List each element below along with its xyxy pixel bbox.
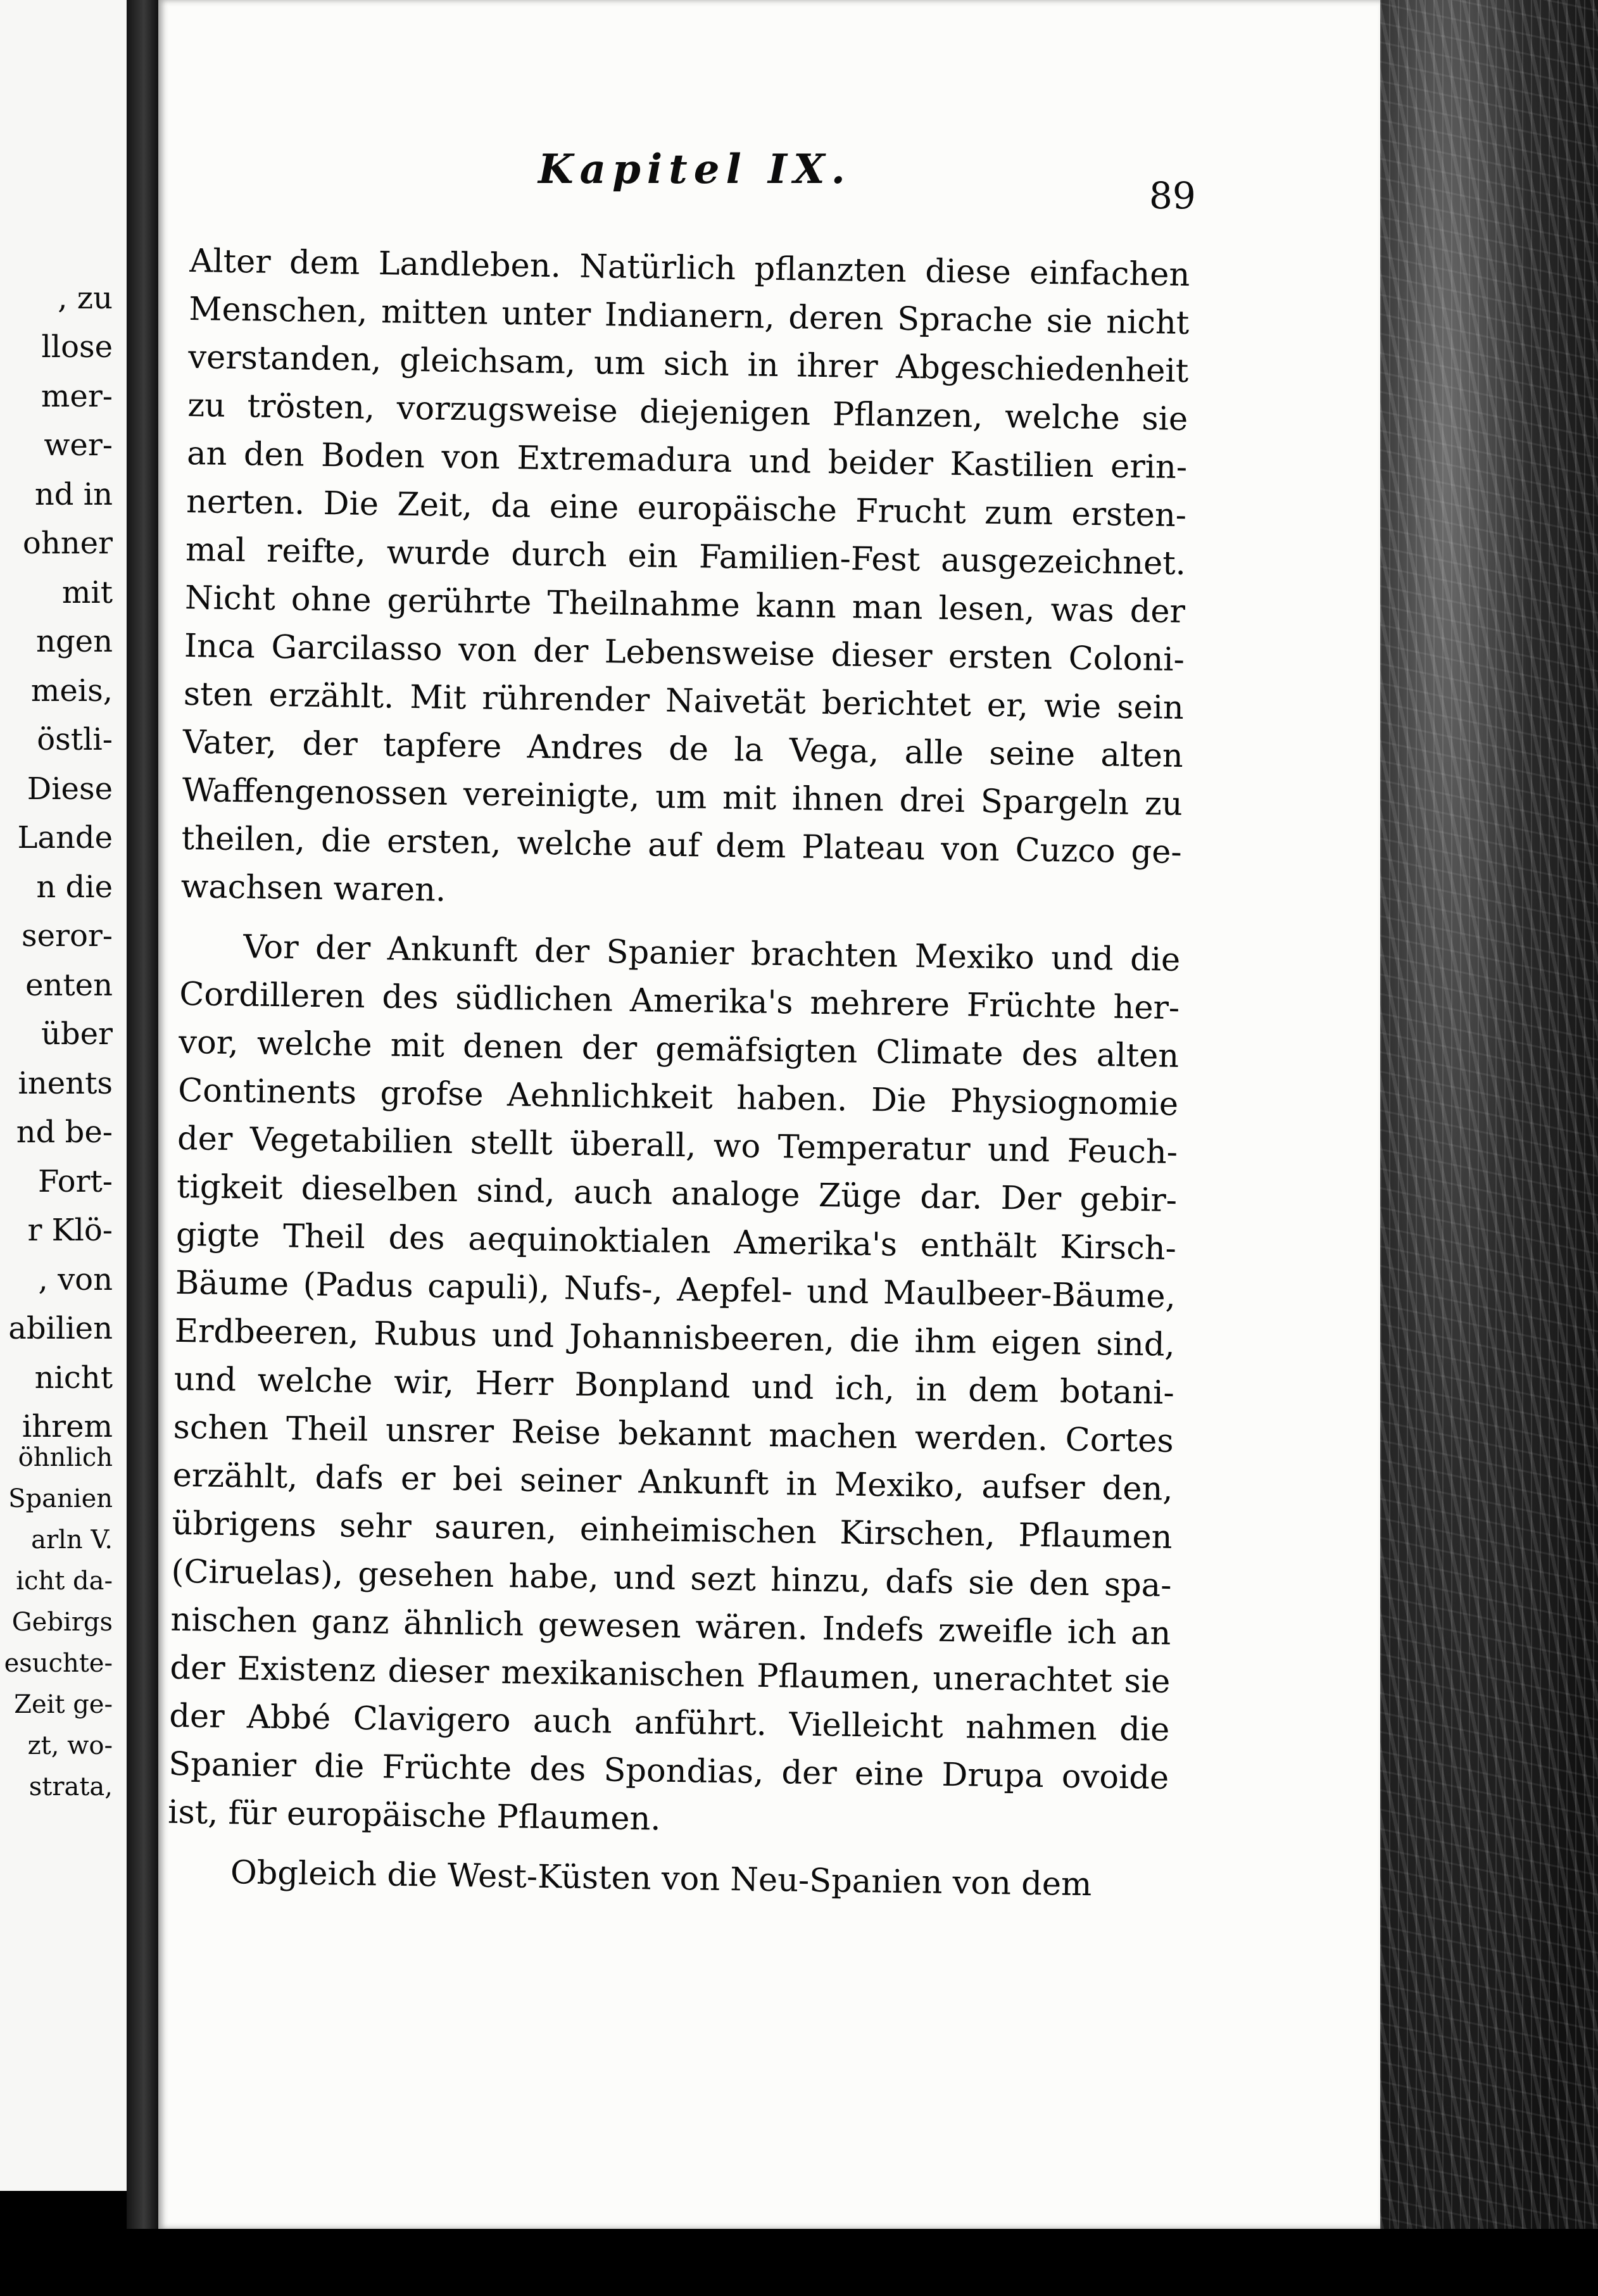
text-line: mal reifte, wurde durch ein Familien-Fest ausgezeichnet. <box>185 531 1186 583</box>
text-line: nischen ganz ähnlich gewesen wären. Indefs zweifle ich an <box>170 1601 1171 1653</box>
text-line: (Ciruelas), gesehen habe, und sezt hinzu, dafs sie den spa- <box>171 1553 1172 1605</box>
left-page-line: ohner <box>22 526 113 561</box>
text-line: übrigens sehr sauren, einheimischen Kirschen, Pflaumen <box>172 1504 1173 1556</box>
text-line: Bäume (Padus capuli), Nufs-, Aepfel- und Maulbeer-Bäume, <box>175 1264 1176 1316</box>
book-gutter <box>127 0 158 2296</box>
left-page-note-line: arln V. <box>31 1525 113 1555</box>
text-line: Spanier die Früchte des Spondias, der eine Drupa ovoide <box>168 1745 1169 1797</box>
text-line: Waffengenossen vereinigte, um mit ihnen drei Spargeln zu <box>182 771 1183 823</box>
left-page-line: wer- <box>44 427 113 463</box>
text-line: nerten. Die Zeit, da eine europäische Frucht zum ersten- <box>186 483 1187 535</box>
left-page-line: enten <box>25 967 113 1003</box>
left-page-line: inents <box>18 1065 113 1101</box>
text-line: Menschen, mitten unter Indianern, deren Sprache sie nicht <box>189 290 1190 343</box>
text-line: der Existenz dieser mexikanischen Pflaumen, unerachtet sie <box>170 1649 1171 1701</box>
left-page-line: Lande <box>17 820 113 855</box>
text-line: Continents grofse Aehnlichkeit haben. Die Physiognomie <box>177 1071 1179 1123</box>
text-line: gigte Theil des aequinoktialen Amerika's enthält Kirsch- <box>175 1216 1177 1268</box>
left-page-line: nicht <box>34 1359 113 1396</box>
text-line: Obgleich die West-Küsten von Neu-Spanien von dem <box>230 1854 1092 1904</box>
left-page-note-line: zt, wo- <box>27 1731 113 1760</box>
text-line: Vor der Ankunft der Spanier brachten Mexiko und die <box>242 928 1181 979</box>
text-line: Erdbeeren, Rubus und Johannisbeeren, die ihm eigen sind, <box>174 1312 1176 1364</box>
text-line: verstanden, gleichsam, um sich in ihrer Abgeschiedenheit <box>187 338 1189 391</box>
page-number: 89 <box>1149 174 1196 217</box>
text-line: sten erzählt. Mit rührender Naivetät berichtet er, wie sein <box>183 675 1185 727</box>
text-line: wachsen waren. <box>180 867 446 909</box>
text-line: theilen, die ersten, welche auf dem Plateau von Cuzco ge- <box>181 819 1183 871</box>
left-page-line: , von <box>38 1261 113 1297</box>
left-page-note-line: icht da- <box>16 1567 113 1596</box>
left-page-line: ngen <box>36 624 113 659</box>
paragraph-2 <box>168 923 1181 1851</box>
text-line: der Vegetabilien stellt überall, wo Temperatur und Feuch- <box>177 1120 1178 1171</box>
text-line: und welche wir, Herr Bonpland und ich, in dem botani- <box>173 1360 1175 1412</box>
left-page-note-line: esuchte- <box>4 1649 113 1678</box>
chapter-header: Kapitel IX. <box>538 146 852 193</box>
text-line: an den Boden von Extremadura und beider Kastilien erin- <box>186 434 1188 487</box>
text-line: ist, für europäische Pflaumen. <box>167 1793 661 1838</box>
text-line: Cordilleren des südlichen Amerika's mehrere Früchte her- <box>179 975 1180 1027</box>
left-page-note-line: strata, <box>28 1772 113 1801</box>
left-page-note-line: Gebirgs <box>11 1608 113 1637</box>
left-page-line: mer- <box>41 378 113 414</box>
left-page-line: llose <box>41 329 113 365</box>
left-page-line: mit <box>61 574 113 610</box>
left-page-line: meis, <box>30 672 113 709</box>
left-page-line: , zu <box>58 280 113 316</box>
marbled-fore-edge <box>1380 0 1598 2296</box>
text-line: zu trösten, vorzugsweise diejenigen Pflanzen, welche sie <box>187 386 1188 439</box>
text-line: vor, welche mit denen der gemäfsigten Climate des alten <box>178 1023 1180 1075</box>
left-page-line: östli- <box>37 722 113 757</box>
text-line: Nicht ohne gerührte Theilnahme kann man lesen, was der <box>184 579 1186 631</box>
left-page-line <box>0 225 113 274</box>
left-page-line: abilien <box>8 1311 113 1346</box>
left-page-line: r Klö- <box>27 1213 113 1248</box>
text-line: Vater, der tapfere Andres de la Vega, alle seine alten <box>182 723 1184 775</box>
left-page-note-line: Zeit ge- <box>14 1690 113 1719</box>
left-page-note-line: Spanien <box>8 1484 113 1513</box>
left-page-line: über <box>41 1016 113 1052</box>
body-text <box>167 237 1190 1910</box>
text-line: schen Theil unsrer Reise bekannt machen werden. Cortes <box>173 1408 1174 1460</box>
left-page-line: n die <box>36 869 113 905</box>
left-page-text-column <box>0 225 113 1452</box>
left-page-line: Fort- <box>37 1163 113 1199</box>
left-page-footnotes <box>0 1437 113 1808</box>
text-line: tigkeit dieselben sind, auch analoge Züge dar. Der gebir- <box>176 1168 1178 1220</box>
left-page-line: nd be- <box>16 1114 113 1150</box>
text-line: der Abbé Clavigero auch anführt. Vielleicht nahmen die <box>168 1697 1170 1749</box>
text-line: Inca Garcilasso von der Lebensweise dieser ersten Coloni- <box>184 627 1185 679</box>
paragraph-1 <box>180 237 1190 925</box>
scan-border <box>0 2229 1598 2296</box>
left-page-note-line: öhnlich <box>18 1443 113 1472</box>
left-facing-page <box>0 0 127 2191</box>
left-page-line: nd in <box>34 476 113 512</box>
left-page-line: ihrem <box>22 1409 113 1444</box>
left-page-line: seror- <box>21 918 113 954</box>
text-line: erzählt, dafs er bei seiner Ankunft in Mexiko, aufser den, <box>172 1456 1173 1508</box>
left-page-line: Diese <box>27 771 113 807</box>
text-line: Alter dem Landleben. Natürlich pflanzten diese einfachen <box>189 242 1190 294</box>
